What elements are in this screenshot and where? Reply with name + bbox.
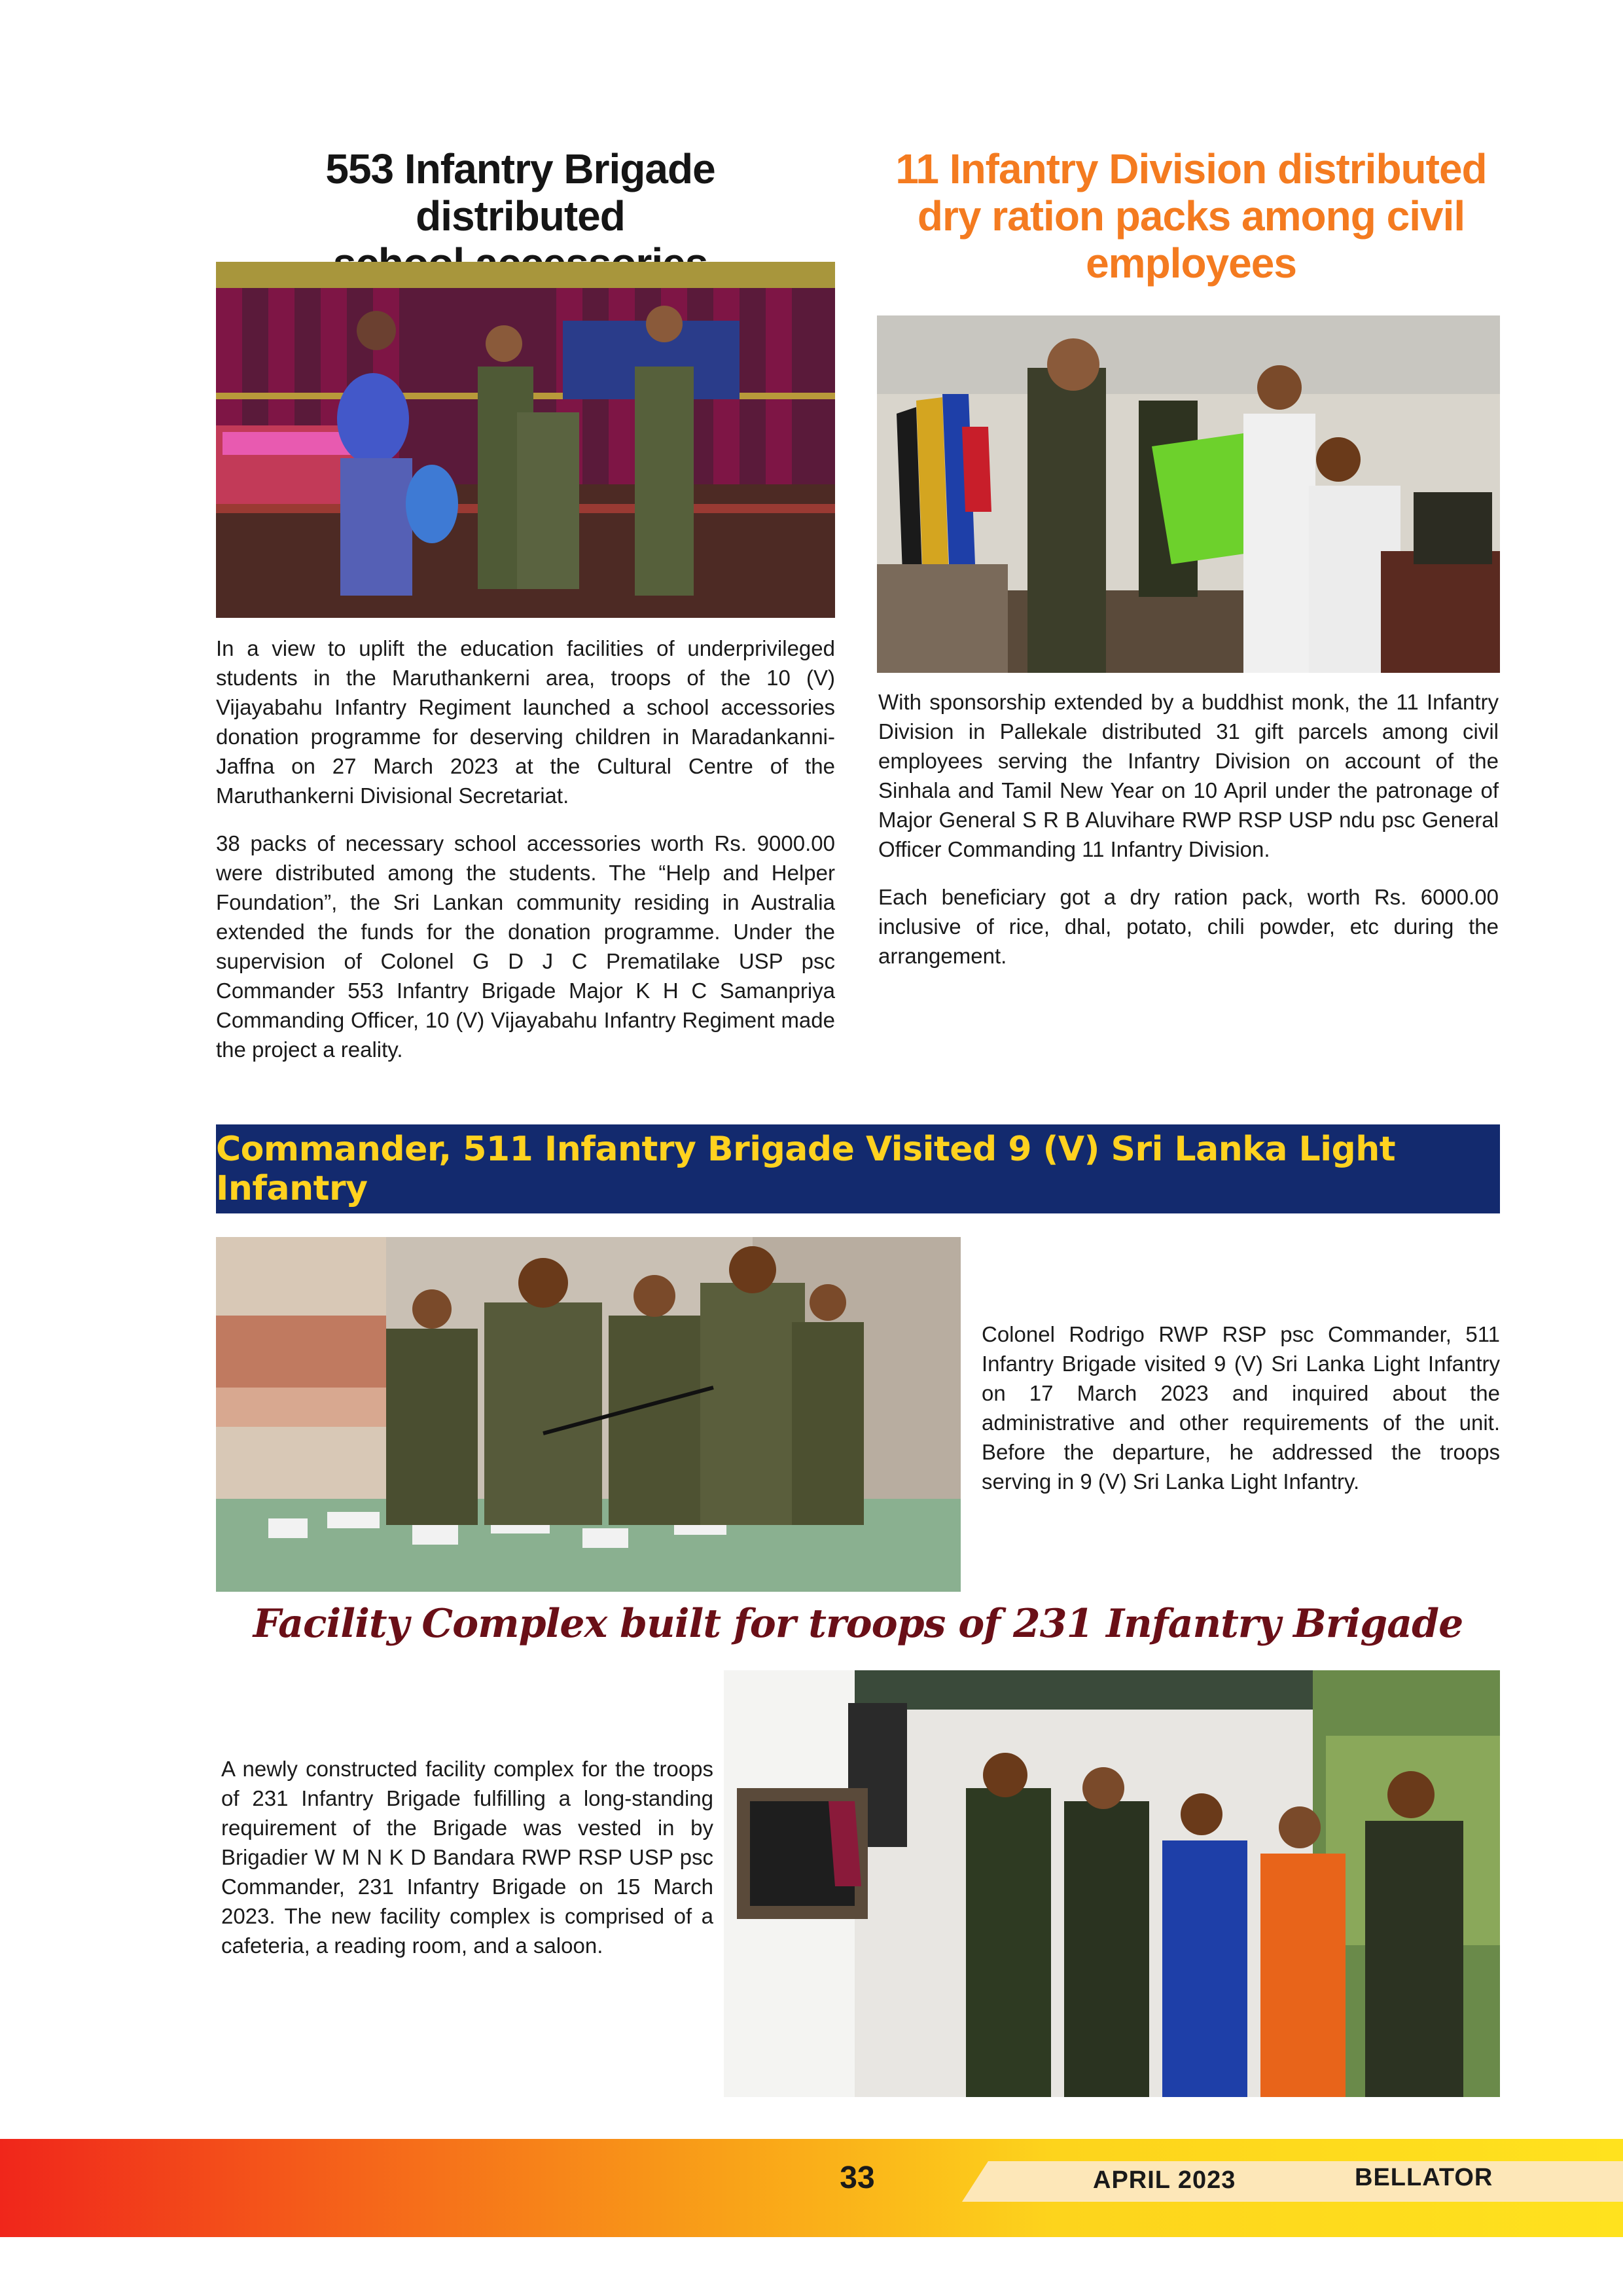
photo-dry-ration-packs bbox=[877, 315, 1500, 673]
photo-facility-complex-image bbox=[724, 1670, 1500, 2097]
article3-banner bbox=[216, 1124, 1500, 1213]
issue-date: APRIL 2023 bbox=[1093, 2166, 1236, 2194]
article2-title-line3: employees bbox=[1086, 240, 1296, 287]
article1-title-line1: 553 Infantry Brigade distributed bbox=[325, 145, 715, 240]
photo-school-accessories-image bbox=[216, 262, 835, 618]
article2-title bbox=[870, 145, 1512, 287]
article3-body bbox=[982, 1319, 1500, 1496]
article2-paragraph-2: Each beneficiary got a dry ration pack, worth Rs. 6000.00 inclusive of rice, dhal, potato, chili powder, etc during the arrangement. bbox=[878, 885, 1499, 968]
article2-paragraph-1: With sponsorship extended by a buddhist monk, the 11 Infantry Division in Pallekale distributed 31 gift parcels among civil employees serving the Infantry Division on account of the Sinhala and Tamil New Year on 10 April under the patronage of Major General S R B Aluvihare RWP RSP USP ndu psc General Officer Commanding 11 Infantry Division. bbox=[878, 690, 1499, 861]
article2-title-line1: 11 Infantry Division distributed bbox=[895, 145, 1487, 192]
article3-title: Commander, 511 Infantry Brigade Visited 9 (V) Sri Lanka Light Infantry bbox=[216, 1130, 1396, 1208]
article4-body bbox=[221, 1754, 713, 1960]
article1-paragraph-2: 38 packs of necessary school accessories worth Rs. 9000.00 were distributed among the students. The “Help and Helper Foundation”, the Sri Lankan community residing in Australia extended the funds for the donation programme. Under the supervision of Colonel G D J C Prematilake USP psc Commander 553 Infantry Brigade Major K H C Samanpriya Commanding Officer, 10 (V) Vijayabahu Infantry Regiment made the project a reality. bbox=[216, 831, 835, 1062]
photo-dry-ration-packs-image bbox=[877, 315, 1500, 673]
article2-body bbox=[878, 687, 1499, 971]
article4-title: Facility Complex built for troops of 231 Infantry Brigade bbox=[253, 1601, 1463, 1647]
page-number: 33 bbox=[840, 2161, 875, 2195]
photo-brigade-visit bbox=[216, 1237, 961, 1592]
magazine-name: BELLATOR bbox=[1355, 2164, 1493, 2191]
article3-paragraph: Colonel Rodrigo RWP RSP psc Commander, 511 Infantry Brigade visited 9 (V) Sri Lanka Light Infantry on 17 March 2023 and inquired about the administrative and other requirements of the unit. Before the departure, he addressed the troops serving in 9 (V) Sri Lanka Light Infantry. bbox=[982, 1322, 1500, 1494]
photo-brigade-visit-image bbox=[216, 1237, 961, 1592]
footer-label-box bbox=[962, 2161, 1623, 2202]
article4-paragraph: A newly constructed facility complex for the troops of 231 Infantry Brigade fulfilling a long-standing requirement of the Brigade was vested in by Brigadier W M N K D Bandara RWP RSP USP psc Commander, 231 Infantry Brigade on 15 March 2023. The new facility complex is comprised of a cafeteria, a reading room, and a saloon. bbox=[221, 1757, 713, 1958]
article1-body bbox=[216, 634, 835, 1064]
article2-title-line2: dry ration packs among civil bbox=[917, 192, 1465, 240]
photo-facility-complex bbox=[724, 1670, 1500, 2097]
article1-paragraph-1: In a view to uplift the education facilities of underprivileged students in the Maruthankerni area, troops of the 10 (V) Vijayabahu Infantry Regiment launched a school accessories donation programme for deserving children in Maradankanni-Jaffna on 27 March 2023 at the Cultural Centre of the Maruthankerni Divisional Secretariat. bbox=[216, 636, 835, 808]
photo-school-accessories bbox=[216, 262, 835, 618]
